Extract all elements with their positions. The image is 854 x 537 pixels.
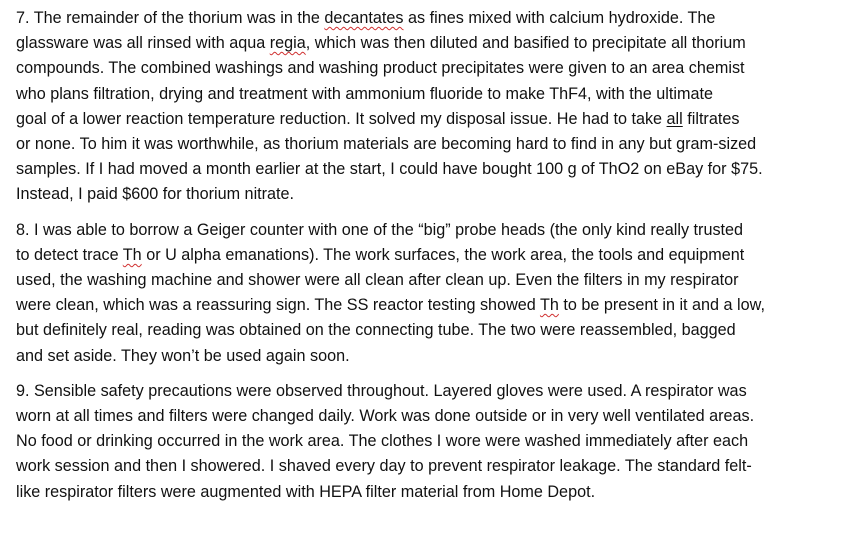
text-run: filtrates — [682, 109, 740, 128]
text-run: No food or drinking occurred in the work area. The clothes I wore were washed immediately after each — [16, 432, 749, 451]
text-run: Instead, I paid $600 for thorium nitrate. — [16, 185, 295, 204]
text-line — [16, 293, 850, 318]
spellcheck-flagged-word: Th — [122, 245, 142, 264]
text-run: as fines mixed with calcium hydroxide. The — [403, 9, 716, 27]
text-run: or U alpha emanations). The work surfaces, the work area, the tools and equipment — [141, 245, 745, 264]
text-run: 9. Sensible safety precautions were observed throughout. Layered gloves were used. A respirator was — [16, 381, 747, 400]
text-line — [16, 132, 850, 157]
text-line — [16, 218, 850, 243]
text-run: were clean, which was a reassuring sign. The SS reactor testing showed — [16, 296, 540, 315]
text-run: who plans filtration, drying and treatment with ammonium fluoride to make ThF4, with the ultimate — [16, 84, 713, 103]
text-line — [16, 157, 850, 182]
text-run: work session and then I showered. I shaved every day to prevent respirator leakage. The standard felt- — [16, 457, 752, 476]
underlined-word: all — [666, 109, 683, 128]
text-line — [16, 429, 850, 454]
text-run: samples. If I had moved a month earlier at the start, I could have bought 100 g of ThO2 on eBay for $75. — [16, 160, 763, 179]
paragraph-9 — [16, 379, 850, 505]
text-line — [16, 454, 850, 479]
text-run: used, the washing machine and shower were all clean after clean up. Even the filters in my respirator — [16, 271, 739, 290]
text-line — [16, 6, 850, 31]
paragraph-8 — [16, 218, 850, 369]
text-line — [16, 107, 850, 132]
text-run: , which was then diluted and basified to precipitate all thorium — [305, 34, 746, 53]
text-line — [16, 31, 850, 56]
text-run: glassware was all rinsed with aqua — [16, 34, 270, 53]
text-run: goal of a lower reaction temperature reduction. It solved my disposal issue. He had to take — [16, 109, 667, 128]
text-run: 7. The remainder of the thorium was in the — [16, 9, 325, 27]
text-run: like respirator filters were augmented with HEPA filter material from Home Depot. — [16, 482, 596, 501]
text-line — [16, 243, 850, 268]
text-run: to detect trace — [16, 245, 123, 264]
text-run: compounds. The combined washings and washing product precipitates were given to an area chemist — [16, 59, 745, 78]
text-run: and set aside. They won’t be used again soon. — [16, 346, 350, 365]
spellcheck-flagged-word: decantates — [324, 9, 404, 27]
paragraph-7 — [16, 6, 850, 208]
text-line — [16, 318, 850, 343]
spellcheck-flagged-word: Th — [539, 296, 559, 315]
text-run: but definitely real, reading was obtained on the connecting tube. The two were reassembled, bagged — [16, 321, 736, 340]
text-line — [16, 404, 850, 429]
text-line — [16, 56, 850, 81]
text-line — [16, 344, 850, 369]
text-line — [16, 268, 850, 293]
text-run: to be present in it and a low, — [558, 296, 765, 315]
text-line — [16, 182, 850, 207]
text-line — [16, 379, 850, 404]
text-line — [16, 480, 850, 505]
text-run: or none. To him it was worthwhile, as thorium materials are becoming hard to find in any but gram-sized — [16, 135, 757, 154]
spellcheck-flagged-word: regia — [269, 34, 306, 53]
text-line — [16, 82, 850, 107]
text-run: worn at all times and filters were changed daily. Work was done outside or in very well ventilated areas. — [16, 407, 755, 426]
text-run: 8. I was able to borrow a Geiger counter with one of the “big” probe heads (the only kind really trusted — [16, 220, 744, 239]
document-page — [16, 6, 850, 515]
